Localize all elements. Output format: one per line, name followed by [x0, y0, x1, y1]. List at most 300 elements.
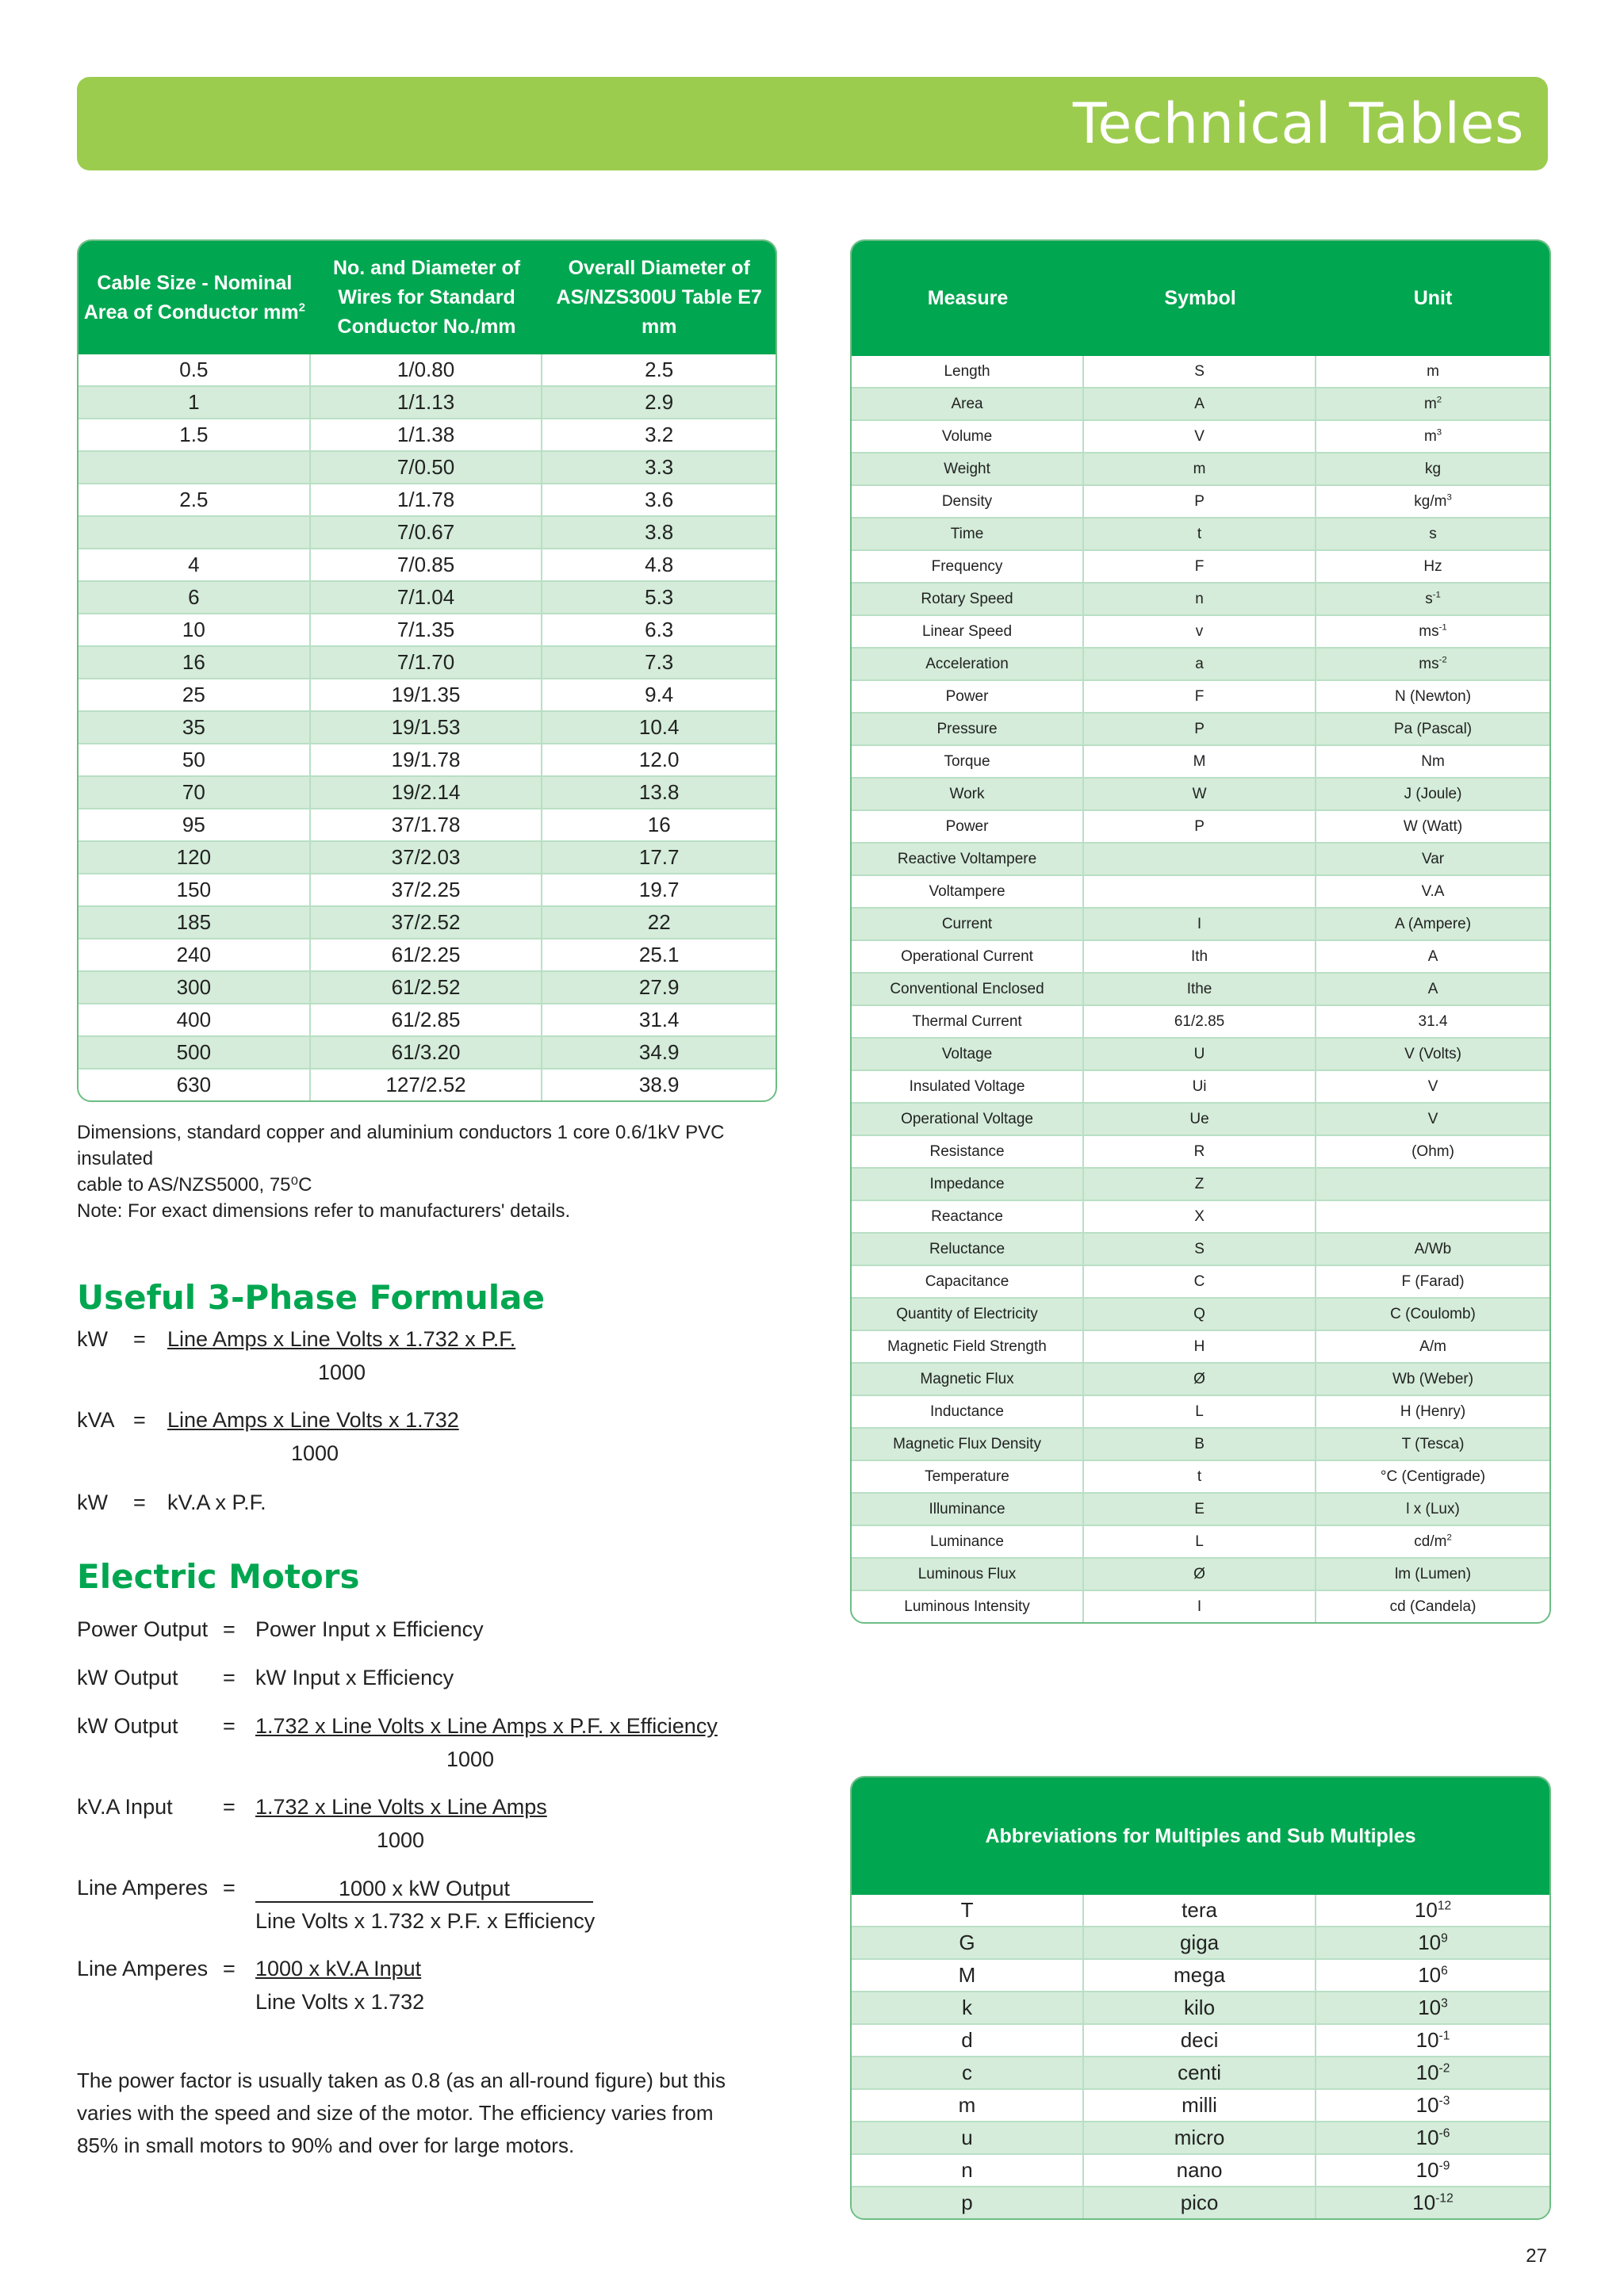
- table-row: [79, 939, 776, 972]
- symbol-cell-text: M: [1193, 753, 1206, 770]
- wires-cell-text: 7/0.85: [396, 553, 455, 576]
- cable-size-cell: [79, 614, 311, 647]
- measure-cell-text: Quantity of Electricity: [896, 1306, 1038, 1322]
- cable-size-cell-text: 95: [182, 813, 205, 836]
- table-row: [852, 779, 1549, 811]
- diameter-cell-text: 4.8: [645, 553, 674, 576]
- measure-cell: [852, 551, 1084, 584]
- unit-cell-text: Var: [1421, 851, 1445, 867]
- measure-header: Measure: [852, 241, 1084, 356]
- symbol-cell: [1084, 1591, 1316, 1622]
- prefix-name-cell-text: giga: [1179, 1931, 1220, 1954]
- unit-cell-text: m: [1423, 428, 1437, 445]
- unit-cell: [1316, 779, 1549, 811]
- prefix-symbol-cell-text: G: [959, 1931, 975, 1954]
- table-row: [852, 1104, 1549, 1136]
- power-cell-text: 10: [1415, 2093, 1439, 2117]
- symbol-cell: [1084, 746, 1316, 779]
- unit-cell-text: V.A: [1421, 883, 1445, 900]
- unit-cell: [1316, 453, 1549, 486]
- measure-cell-text: Illuminance: [929, 1501, 1005, 1517]
- symbol-cell: [1084, 1104, 1316, 1136]
- measure-cell-text: Voltampere: [929, 883, 1005, 900]
- prefix-name-cell: [1084, 2090, 1316, 2122]
- unit-cell: [1316, 909, 1549, 941]
- cable-size-cell-text: 0.5: [179, 358, 209, 381]
- unit-cell-exponent: 2: [1446, 1533, 1452, 1543]
- prefix-symbol-cell-text: n: [961, 2158, 973, 2182]
- unit-cell: [1316, 551, 1549, 584]
- table-row: [79, 712, 776, 744]
- unit-cell: [1316, 1299, 1549, 1331]
- cable-size-cell: [79, 387, 311, 419]
- diameter-cell: [542, 842, 776, 874]
- measure-cell: [852, 1591, 1084, 1622]
- title-banner: [77, 77, 1548, 170]
- cable-size-cell-text: 50: [182, 748, 205, 771]
- table-row: [852, 1299, 1549, 1331]
- motors-heading: Electric Motors: [77, 1557, 360, 1596]
- diameter-cell: [542, 484, 776, 517]
- table-row: [852, 1136, 1549, 1169]
- wires-cell-text: 1/0.80: [396, 358, 455, 381]
- unit-cell-text: kg: [1424, 461, 1442, 477]
- cable-size-cell: [79, 907, 311, 939]
- formula-numerator: Line Amps x Line Volts x 1.732 x P.F.: [167, 1327, 516, 1351]
- abbreviations-header: Abbreviations for Multiples and Sub Multiples: [852, 1777, 1549, 1895]
- wires-cell-text: 37/2.25: [391, 878, 461, 901]
- symbol-cell-text: R: [1193, 1143, 1205, 1160]
- symbol-cell: [1084, 1429, 1316, 1461]
- measure-cell: [852, 811, 1084, 844]
- measure-cell: [852, 1461, 1084, 1494]
- diameter-cell: [542, 1037, 776, 1070]
- measure-cell: [852, 421, 1084, 453]
- paragraph-line: varies with the speed and size of the motor. The efficiency varies from: [77, 2101, 714, 2125]
- equals-sign: =: [223, 1666, 236, 1689]
- prefix-symbol-cell: [852, 1992, 1084, 2025]
- table-row: [852, 1396, 1549, 1429]
- cable-size-cell: [79, 1004, 311, 1037]
- prefix-symbol-cell-text: p: [961, 2191, 973, 2214]
- measure-cell-text: Luminous Flux: [917, 1566, 1017, 1582]
- prefix-symbol-cell: [852, 2187, 1084, 2218]
- diameter-cell-text: 5.3: [645, 585, 674, 609]
- prefix-symbol-cell: [852, 1895, 1084, 1927]
- table-row: [79, 679, 776, 712]
- unit-cell-exponent: 3: [1446, 492, 1452, 503]
- power-cell-text: 10: [1415, 2158, 1439, 2182]
- motor-formula-lhs: kV.A Input: [77, 1795, 173, 1819]
- diameter-cell: [542, 1070, 776, 1100]
- prefix-name-cell-text: nano: [1176, 2158, 1223, 2182]
- unit-cell-text: J (Joule): [1404, 786, 1462, 802]
- cable-size-cell-text: 240: [176, 943, 212, 966]
- table-row: [852, 2090, 1549, 2122]
- measure-cell-text: Thermal Current: [912, 1013, 1022, 1030]
- unit-cell-text: N (Newton): [1394, 688, 1472, 705]
- measure-cell-text: Frequency: [931, 558, 1003, 575]
- symbol-cell: [1084, 519, 1316, 551]
- symbol-cell-text: I: [1197, 916, 1202, 932]
- symbol-cell: [1084, 1266, 1316, 1299]
- unit-cell: [1316, 1559, 1549, 1591]
- measure-cell-text: Torque: [944, 753, 990, 770]
- cable-size-cell-text: 6: [188, 585, 200, 609]
- diameter-cell: [542, 354, 776, 387]
- symbol-cell: [1084, 1299, 1316, 1331]
- unit-cell-text: A: [1427, 948, 1438, 965]
- measure-cell: [852, 1429, 1084, 1461]
- measure-cell-text: Operational Voltage: [901, 1111, 1033, 1127]
- power-cell-text: 10: [1415, 2028, 1439, 2052]
- wires-cell: [311, 647, 543, 679]
- symbol-cell-text: H: [1193, 1338, 1205, 1355]
- symbol-cell-text: a: [1195, 656, 1204, 672]
- diameter-cell-text: 7.3: [645, 650, 674, 674]
- unit-cell-text: s: [1425, 591, 1433, 607]
- table-row: [852, 1266, 1549, 1299]
- prefix-name-cell: [1084, 2155, 1316, 2187]
- unit-cell: [1316, 486, 1549, 519]
- cable-size-cell-text: 70: [182, 780, 205, 804]
- symbol-cell: [1084, 584, 1316, 616]
- table-row: [852, 551, 1549, 584]
- unit-cell: [1316, 844, 1549, 876]
- symbol-cell: [1084, 1494, 1316, 1526]
- prefix-name-cell-text: tera: [1182, 1898, 1217, 1922]
- equals-sign: =: [223, 1876, 236, 1900]
- unit-cell: [1316, 1234, 1549, 1266]
- unit-cell: [1316, 616, 1549, 649]
- cable-size-cell-text: 120: [176, 845, 212, 869]
- table-row: [79, 387, 776, 419]
- table-row: [852, 876, 1549, 909]
- unit-cell-text: Pa (Pascal): [1393, 721, 1473, 737]
- unit-cell-text: °C (Centigrade): [1380, 1468, 1486, 1485]
- table-row: [852, 2025, 1549, 2057]
- measure-cell-text: Linear Speed: [921, 623, 1013, 640]
- table-row: [852, 1201, 1549, 1234]
- unit-cell-text: T (Tesca): [1401, 1436, 1465, 1452]
- diameter-cell: [542, 972, 776, 1004]
- table-row: [852, 1494, 1549, 1526]
- measure-cell: [852, 1494, 1084, 1526]
- prefix-symbol-cell: [852, 1927, 1084, 1960]
- unit-cell: [1316, 1201, 1549, 1234]
- unit-cell-text: Nm: [1421, 753, 1445, 770]
- table-row: [79, 972, 776, 1004]
- table-row: [852, 909, 1549, 941]
- wires-cell: [311, 972, 543, 1004]
- table-row: [79, 1004, 776, 1037]
- measure-cell-text: Rotary Speed: [921, 591, 1013, 607]
- measure-cell: [852, 681, 1084, 714]
- cable-size-cell: [79, 354, 311, 387]
- measure-cell: [852, 1266, 1084, 1299]
- cable-size-cell-text: 2.5: [179, 488, 209, 511]
- diameter-cell: [542, 517, 776, 549]
- unit-cell: [1316, 1169, 1549, 1201]
- symbol-cell: [1084, 844, 1316, 876]
- cable-size-cell: [79, 647, 311, 679]
- wires-cell: [311, 712, 543, 744]
- wires-cell-text: 19/1.78: [391, 748, 461, 771]
- unit-cell-text: F (Farad): [1401, 1273, 1465, 1290]
- table-row: [79, 744, 776, 777]
- cable-size-cell: [79, 809, 311, 842]
- table-row: [852, 1927, 1549, 1960]
- table-row: [79, 907, 776, 939]
- equals-sign: =: [223, 1714, 236, 1738]
- wires-cell-text: 1/1.13: [396, 390, 455, 414]
- measure-cell-text: Power: [945, 818, 989, 835]
- table-row: [79, 452, 776, 484]
- symbol-cell: [1084, 453, 1316, 486]
- measure-cell: [852, 1071, 1084, 1104]
- diameter-cell-text: 2.5: [645, 358, 674, 381]
- wires-cell: [311, 614, 543, 647]
- symbol-cell-text: Ø: [1193, 1371, 1205, 1387]
- wires-cell: [311, 1037, 543, 1070]
- symbol-cell: [1084, 1136, 1316, 1169]
- wires-cell: [311, 842, 543, 874]
- wires-cell-text: 37/2.03: [391, 845, 461, 869]
- symbol-cell-text: Ue: [1189, 1111, 1209, 1127]
- unit-cell: [1316, 876, 1549, 909]
- symbol-cell-text: B: [1194, 1436, 1205, 1452]
- wires-cell-text: 19/2.14: [391, 780, 461, 804]
- symbol-cell: [1084, 876, 1316, 909]
- paragraph-line: 85% in small motors to 90% and over for large motors.: [77, 2133, 575, 2157]
- prefix-symbol-cell: [852, 2155, 1084, 2187]
- unit-cell-text: m: [1427, 363, 1439, 380]
- unit-cell-text: Hz: [1423, 558, 1442, 575]
- symbol-cell: [1084, 779, 1316, 811]
- measure-cell: [852, 746, 1084, 779]
- power-cell-exponent: -1: [1438, 2029, 1450, 2043]
- unit-cell: [1316, 1461, 1549, 1494]
- prefix-symbol-cell-text: u: [961, 2126, 973, 2149]
- table-row: [852, 1591, 1549, 1622]
- measure-cell: [852, 356, 1084, 388]
- cable-size-cell-text: 185: [176, 910, 212, 934]
- wires-cell-text: 7/0.50: [396, 455, 455, 479]
- prefix-symbol-cell: [852, 2090, 1084, 2122]
- equals-sign: =: [223, 1617, 236, 1641]
- measure-cell-text: Volume: [941, 428, 993, 445]
- wires-cell: [311, 354, 543, 387]
- symbol-cell-text: W: [1192, 786, 1207, 802]
- unit-cell: [1316, 1331, 1549, 1364]
- measure-cell-text: Conventional Enclosed: [890, 981, 1044, 997]
- table-row: [852, 584, 1549, 616]
- symbol-cell: [1084, 681, 1316, 714]
- motor-formula-denominator: Line Volts x 1.732 x P.F. x Efficiency: [255, 1909, 596, 1933]
- symbol-cell: [1084, 1234, 1316, 1266]
- formula-lhs: kW: [77, 1490, 108, 1514]
- cable-size-cell: [79, 517, 311, 549]
- symbol-cell-text: Ui: [1192, 1078, 1207, 1095]
- power-cell-text: 10: [1415, 2061, 1439, 2084]
- unit-cell: [1316, 1136, 1549, 1169]
- cable-header-size: Cable Size - Nominal Area of Conductor $mm^2$: [79, 241, 311, 354]
- cable-size-cell: [79, 939, 311, 972]
- measure-cell-text: Magnetic Flux Density: [893, 1436, 1041, 1452]
- diameter-cell-text: 13.8: [638, 780, 680, 804]
- table-row: [852, 2057, 1549, 2090]
- measure-cell: [852, 909, 1084, 941]
- diameter-cell-text: 3.2: [645, 423, 674, 446]
- equals-sign: =: [223, 1957, 236, 1980]
- unit-cell: [1316, 1266, 1549, 1299]
- diameter-cell-text: 22: [647, 910, 671, 934]
- table-row: [79, 647, 776, 679]
- cable-size-cell-text: 630: [176, 1073, 212, 1096]
- unit-cell: [1316, 1104, 1549, 1136]
- cable-size-cell-text: 150: [176, 878, 212, 901]
- prefix-symbol-cell: [852, 2122, 1084, 2155]
- prefix-symbol-cell: [852, 2057, 1084, 2090]
- power-cell: [1316, 1960, 1549, 1992]
- table-row: [852, 1039, 1549, 1071]
- wires-cell-text: 61/2.52: [391, 975, 461, 999]
- measure-symbol-unit-table: [850, 239, 1551, 1624]
- diameter-cell-text: 10.4: [638, 715, 680, 739]
- diameter-cell-text: 2.9: [645, 390, 674, 414]
- wires-cell: [311, 549, 543, 582]
- symbol-cell: [1084, 421, 1316, 453]
- symbol-cell-text: U: [1193, 1046, 1205, 1062]
- unit-cell: [1316, 519, 1549, 551]
- cable-size-cell-text: 10: [182, 618, 205, 641]
- wires-cell: [311, 517, 543, 549]
- power-cell: [1316, 2090, 1549, 2122]
- symbol-cell: [1084, 551, 1316, 584]
- diameter-cell-text: 34.9: [638, 1040, 680, 1064]
- unit-cell: [1316, 1071, 1549, 1104]
- measure-cell: [852, 1526, 1084, 1559]
- symbol-cell: [1084, 1559, 1316, 1591]
- measure-cell-text: Pressure: [936, 721, 998, 737]
- power-cell-text: 10: [1418, 1996, 1442, 2019]
- table-row: [852, 649, 1549, 681]
- motor-formula-lhs: Line Amperes: [77, 1876, 209, 1900]
- symbol-cell-text: X: [1194, 1208, 1205, 1225]
- symbol-cell-text: P: [1194, 818, 1205, 835]
- formula-denominator: 1000: [318, 1360, 366, 1384]
- measure-cell: [852, 1039, 1084, 1071]
- symbol-cell: [1084, 356, 1316, 388]
- power-cell-exponent: -3: [1438, 2094, 1450, 2108]
- measure-cell: [852, 1234, 1084, 1266]
- diameter-cell: [542, 874, 776, 907]
- unit-cell: [1316, 584, 1549, 616]
- wires-cell-text: 37/2.52: [391, 910, 461, 934]
- prefix-symbol-cell: [852, 1960, 1084, 1992]
- table-row: [79, 842, 776, 874]
- power-cell-exponent: 9: [1441, 1931, 1448, 1946]
- table-row: [852, 1071, 1549, 1104]
- unit-cell-text: H (Henry): [1400, 1403, 1466, 1420]
- diameter-cell: [542, 744, 776, 777]
- prefix-symbol-cell-text: T: [960, 1898, 974, 1922]
- measure-cell-text: Inductance: [930, 1403, 1004, 1420]
- power-factor-paragraph: [77, 2064, 775, 2162]
- measure-cell: [852, 1299, 1084, 1331]
- measure-cell-text: Weight: [944, 461, 990, 477]
- page-number: 27: [1526, 2245, 1547, 2267]
- wires-cell: [311, 1004, 543, 1037]
- table-row: [79, 419, 776, 452]
- measure-cell: [852, 876, 1084, 909]
- measure-cell: [852, 1169, 1084, 1201]
- table-row: [852, 453, 1549, 486]
- unit-cell: [1316, 811, 1549, 844]
- measure-cell: [852, 1104, 1084, 1136]
- prefix-name-cell: [1084, 2122, 1316, 2155]
- table-row: [852, 1169, 1549, 1201]
- table-row: [852, 1559, 1549, 1591]
- cable-size-cell: [79, 549, 311, 582]
- symbol-cell-text: t: [1197, 526, 1202, 542]
- symbol-cell: [1084, 1526, 1316, 1559]
- measure-cell: [852, 1201, 1084, 1234]
- diameter-cell: [542, 582, 776, 614]
- wires-cell-text: 7/0.67: [396, 520, 455, 544]
- diameter-cell: [542, 549, 776, 582]
- measure-cell: [852, 1136, 1084, 1169]
- equals-sign: =: [133, 1490, 146, 1514]
- formula-lhs: kW: [77, 1327, 108, 1351]
- prefix-name-cell-text: mega: [1174, 1963, 1226, 1987]
- prefix-symbol-cell-text: c: [962, 2061, 973, 2084]
- measure-cell-text: Magnetic Flux: [920, 1371, 1014, 1387]
- prefix-name-cell: [1084, 1960, 1316, 1992]
- symbol-cell-text: E: [1194, 1501, 1205, 1517]
- prefix-name-cell-text: milli: [1182, 2093, 1217, 2117]
- wires-cell-text: 19/1.35: [391, 683, 461, 706]
- prefix-symbol-cell: [852, 2025, 1084, 2057]
- symbol-cell: [1084, 1071, 1316, 1104]
- table-row: [852, 2155, 1549, 2187]
- symbol-cell-text: I: [1197, 1598, 1202, 1615]
- power-cell-exponent: -9: [1438, 2159, 1450, 2173]
- unit-cell-text: (Ohm): [1411, 1143, 1454, 1160]
- power-cell: [1316, 2187, 1549, 2218]
- prefix-name-cell: [1084, 2025, 1316, 2057]
- unit-cell: [1316, 714, 1549, 746]
- prefix-name-cell: [1084, 1895, 1316, 1927]
- wires-cell: [311, 582, 543, 614]
- diameter-cell-text: 6.3: [645, 618, 674, 641]
- diameter-cell: [542, 907, 776, 939]
- symbol-cell: [1084, 649, 1316, 681]
- unit-cell: [1316, 1364, 1549, 1396]
- note-line: Dimensions, standard copper and aluminium conductors 1 core 0.6/1kV PVC insulated: [77, 1122, 725, 1169]
- cable-size-table: [77, 239, 777, 1102]
- unit-cell-text: ms: [1419, 656, 1439, 672]
- power-cell: [1316, 2057, 1549, 2090]
- measure-cell: [852, 1559, 1084, 1591]
- table-row: [852, 681, 1549, 714]
- table-row: [79, 582, 776, 614]
- power-cell: [1316, 1895, 1549, 1927]
- prefix-name-cell-text: centi: [1178, 2061, 1221, 2084]
- symbol-cell: [1084, 1331, 1316, 1364]
- diameter-cell: [542, 809, 776, 842]
- wires-cell: [311, 419, 543, 452]
